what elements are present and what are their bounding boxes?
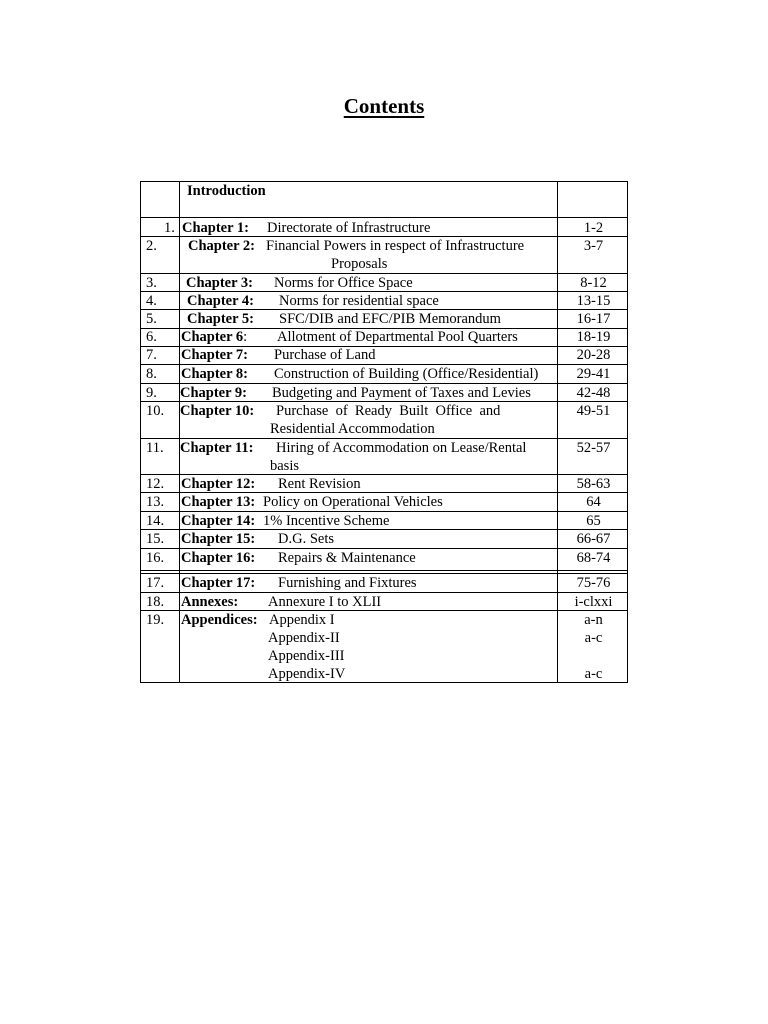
chapter-title: Hiring of Accommodation on Lease/Rental <box>276 440 527 456</box>
page-range: 42-48 <box>576 385 611 401</box>
page-range: 75-76 <box>576 575 611 591</box>
chapter-label: Chapter 10: <box>180 403 255 419</box>
chapter-label: Chapter 12: <box>181 476 256 492</box>
chapter-title: 1% Incentive Scheme <box>263 513 390 529</box>
column-divider-pages <box>557 182 558 682</box>
page-range: 64 <box>586 494 601 510</box>
page-range: 49-51 <box>576 403 611 419</box>
row-number: 8. <box>146 366 157 382</box>
page-range: 8-12 <box>580 275 607 291</box>
chapter-label: Chapter 2: <box>188 238 255 254</box>
row-number: 9. <box>146 385 157 401</box>
chapter-title: D.G. Sets <box>278 531 334 547</box>
row-number: 14. <box>146 513 165 529</box>
page-range: 20-28 <box>576 347 611 363</box>
row-number: 11. <box>146 440 164 456</box>
chapter-title: Purchase of Land <box>274 347 376 363</box>
page-range: 29-41 <box>576 366 611 382</box>
row-number: 5. <box>146 311 157 327</box>
page-range: 16-17 <box>576 311 611 327</box>
chapter-title: Purchase of Ready Built Office and <box>276 403 501 419</box>
appendix-title: Appendix-II <box>268 630 340 646</box>
contents-table <box>140 181 628 683</box>
row-number: 19. <box>146 612 165 628</box>
page-range: 1-2 <box>583 220 604 236</box>
row-number: 16. <box>146 550 165 566</box>
page-range: 68-74 <box>576 550 611 566</box>
row-number: 12. <box>146 476 165 492</box>
page-range: 66-67 <box>576 531 611 547</box>
row-number: 1. <box>164 220 175 236</box>
row-number: 3. <box>146 275 157 291</box>
chapter-title: Norms for residential space <box>279 293 439 309</box>
page-range: a-c <box>584 666 603 682</box>
chapter-label: Annexes: <box>181 594 239 610</box>
chapter-label: Chapter 9: <box>180 385 247 401</box>
chapter-title: Directorate of Infrastructure <box>267 220 431 236</box>
page-range: 52-57 <box>576 440 611 456</box>
chapter-label: Chapter 16: <box>181 550 256 566</box>
chapter-label: Chapter 6: <box>181 329 248 345</box>
appendix-title: Appendix-IV <box>268 666 346 682</box>
appendix-title: Appendix-III <box>268 648 345 664</box>
chapter-label: Chapter 17: <box>181 575 256 591</box>
row-number: 13. <box>146 494 165 510</box>
chapter-label: Chapter 3: <box>186 275 253 291</box>
chapter-label: Chapter 5: <box>187 311 254 327</box>
row-number: 2. <box>146 238 157 254</box>
chapter-label: Chapter 13: <box>181 494 256 510</box>
row-number: 6. <box>146 329 157 345</box>
page-range: 3-7 <box>583 238 604 254</box>
row-divider <box>141 570 627 571</box>
chapter-title: Repairs & Maintenance <box>278 550 416 566</box>
chapter-title: Allotment of Departmental Pool Quarters <box>277 329 518 345</box>
page-title: Contents <box>343 94 425 118</box>
chapter-label: Appendices: <box>181 612 258 628</box>
chapter-title: Furnishing and Fixtures <box>278 575 417 591</box>
chapter-title: SFC/DIB and EFC/PIB Memorandum <box>279 311 501 327</box>
chapter-title: Budgeting and Payment of Taxes and Levies <box>272 385 531 401</box>
page-range: 18-19 <box>576 329 611 345</box>
page-range: 58-63 <box>576 476 611 492</box>
page-range: 13-15 <box>576 293 611 309</box>
chapter-label: Chapter 8: <box>181 366 248 382</box>
row-number: 15. <box>146 531 165 547</box>
chapter-title: Policy on Operational Vehicles <box>263 494 443 510</box>
row-number: 7. <box>146 347 157 363</box>
page-range: i-clxxi <box>574 594 613 610</box>
page-range: a-n <box>584 612 603 628</box>
row-number: 17. <box>146 575 165 591</box>
chapter-label: Chapter 7: <box>181 347 248 363</box>
chapter-title: Financial Powers in respect of Infrastructure <box>266 238 525 254</box>
chapter-title: Construction of Building (Office/Residential) <box>274 366 539 382</box>
chapter-title-continued: basis <box>270 458 299 474</box>
chapter-label: Chapter 14: <box>181 513 256 529</box>
row-number: 10. <box>146 403 165 419</box>
chapter-title: Annexure I to XLII <box>268 594 382 610</box>
appendix-title: Appendix I <box>269 612 335 628</box>
chapter-label: Chapter 11: <box>180 440 254 456</box>
column-divider-number <box>179 182 180 682</box>
chapter-title: Rent Revision <box>278 476 361 492</box>
page-range: a-c <box>584 630 603 646</box>
row-number: 18. <box>146 594 165 610</box>
chapter-title-continued: Proposals <box>331 256 388 272</box>
chapter-label: Chapter 1: <box>182 220 249 236</box>
chapter-title-continued: Residential Accommodation <box>270 421 435 437</box>
introduction-heading: Introduction <box>187 183 266 199</box>
page-range: 65 <box>586 513 601 529</box>
chapter-label: Chapter 15: <box>181 531 256 547</box>
row-number: 4. <box>146 293 157 309</box>
chapter-title: Norms for Office Space <box>274 275 413 291</box>
chapter-label: Chapter 4: <box>187 293 254 309</box>
row-divider <box>141 217 627 218</box>
